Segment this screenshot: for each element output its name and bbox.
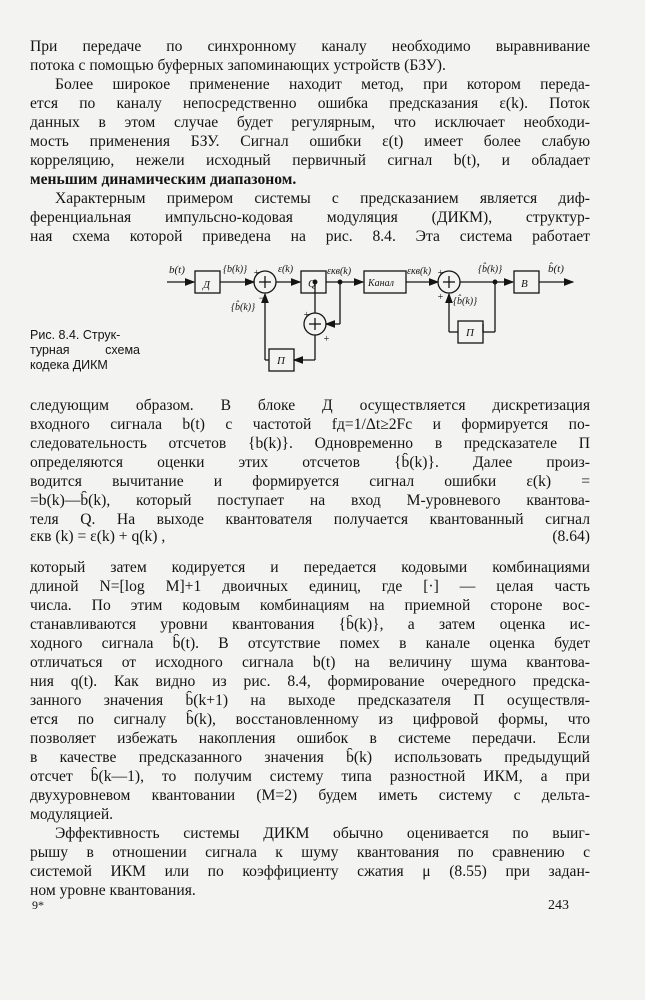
- plus-sign: +: [437, 268, 444, 279]
- signal-eps: ε(k): [278, 264, 294, 275]
- block-channel-label: Канал: [368, 278, 394, 289]
- page-number: 243: [548, 898, 569, 913]
- text-line: данных в этом случае будет регулярным, что исключает необходи-: [30, 114, 590, 131]
- text-line: мость применения БЗУ. Сигнал ошибки ε(t) имеет более слабую: [30, 133, 590, 150]
- figure-caption: [30, 328, 140, 373]
- text-line: теля Q. На выходе квантователя получается квантованный сигнал: [30, 511, 590, 528]
- block-d-label: Д: [203, 279, 210, 291]
- text-line: следовательность отсчетов {b(k)}. Одновременно в предсказателе П: [30, 435, 590, 452]
- caption-line: кодека ДИКМ: [30, 358, 108, 372]
- text-line: корреляцию, нежели исходный первичный сигнал b(t), и обладает: [30, 152, 590, 169]
- block-v-label: В: [521, 278, 528, 290]
- text-line: входного сигнала b(t) с частотой fд=1/Δt≥2Fc и формируется по-: [30, 416, 590, 433]
- input-label: b(t): [169, 264, 185, 276]
- text-line: отличаться от исходного сигнала b(t) на величину шума квантова-: [30, 654, 590, 671]
- caption-line: Рис. 8.4. Струк-: [30, 328, 121, 342]
- signal-epskv-tx: εкв(k): [327, 266, 352, 277]
- text-line: ния q(t). Как видно из рис. 8.4, формирование очередного предска-: [30, 673, 590, 690]
- signal-bhat-out: {b̂(k)}: [478, 264, 503, 275]
- text-line: станавливаются уровни квантования {b̂(k)}, а затем оценка ис-: [30, 616, 590, 633]
- text-line: ференциальная импульсно-кодовая модуляция (ДИКМ), структур-: [30, 209, 590, 226]
- text-line: в качестве предсказанного значения b̂(k) использовать предыдущий: [30, 749, 590, 766]
- dicm-block-diagram: [165, 252, 585, 382]
- caption-line: турная схема: [30, 343, 140, 357]
- plus-sign: +: [437, 292, 444, 303]
- text-line: ходного сигнала b̂(t). В отсутствие помех в канале оценка будет: [30, 635, 590, 652]
- output-label: b̂(t): [548, 263, 564, 275]
- plus-sign: +: [303, 310, 310, 321]
- text-line: ется по сигналу b̂(k), восстановленному из цифровой формы, что: [30, 711, 590, 728]
- plus-sign: +: [323, 334, 330, 345]
- text-line: определяются оценки этих отсчетов {b̂(k)}. Далее произ-: [30, 454, 590, 471]
- block-p-rx-label: П: [466, 327, 474, 339]
- text-line: рышу в отношении сигнала к шуму квантования по сравнению с: [30, 844, 590, 861]
- signature-mark: 9*: [32, 898, 44, 912]
- minus-sign: −: [258, 291, 267, 305]
- text-line: потока с помощью буферных запоминающих устройств (БЗУ).: [30, 57, 446, 74]
- plus-sign: +: [253, 268, 260, 279]
- text-line: следующим образом. В блоке Д осуществляется дискретизация: [30, 397, 590, 414]
- text-line: =b(k)—b̂(k), который поступает на вход M-уровневого квантова-: [30, 492, 590, 509]
- block-p-tx-label: П: [277, 355, 285, 367]
- text-line: двухуровневом квантовании (M=2) будем иметь систему с дельта-: [30, 787, 590, 804]
- text-line: который затем кодируется и передается кодовыми комбинациями: [30, 559, 590, 576]
- text-line: занного значения b̂(k+1) на выходе предсказателя П осуществля-: [30, 692, 590, 709]
- equation-number: (8.64): [552, 528, 590, 545]
- text-line: отсчет b̂(k—1), то получим систему типа разностной ИКМ, а при: [30, 768, 590, 785]
- signal-epskv-rx: εкв(k): [407, 266, 432, 277]
- text-line: системой ИКМ или по коэффициенту сжатия μ (8.55) при задан-: [30, 863, 590, 880]
- text-line: ется по каналу непосредственно ошибка предсказания ε(k). Поток: [30, 95, 590, 112]
- text-line: позволяет избежать накопления ошибок в системе передачи. Если: [30, 730, 590, 747]
- text-line: ная схема которой приведена на рис. 8.4. Эта система работает: [30, 228, 590, 245]
- signal-bk: {b(k)}: [223, 264, 248, 275]
- text-line: модуляцией.: [30, 806, 114, 823]
- signal-bhat-k: {b̂(k)}: [231, 302, 256, 313]
- text-line: меньшим динамическим диапазоном.: [30, 171, 297, 188]
- text-line: При передаче по синхронному каналу необходимо выравнивание: [30, 38, 590, 55]
- equation: εкв (k) = ε(k) + q(k) ,: [30, 528, 166, 545]
- text-line: водится вычитание и формируется сигнал ошибки ε(k) =: [30, 473, 590, 490]
- text-line: длиной N=[log M]+1 двоичных единиц, где [·] — целая часть: [30, 578, 590, 595]
- text-line: ном уровне квантования.: [30, 882, 196, 899]
- block-q-label: Q: [308, 278, 316, 290]
- signal-bhat-fb: {b̂(k)}: [453, 296, 478, 307]
- text-line: числа. По этим кодовым комбинациям на приемной стороне вос-: [30, 597, 590, 614]
- text-line: Характерным примером системы с предсказанием является диф-: [55, 190, 590, 207]
- text-line: Более широкое применение находит метод, при котором переда-: [55, 76, 590, 93]
- text-line: Эффективность системы ДИКМ обычно оценивается по выиг-: [55, 825, 590, 842]
